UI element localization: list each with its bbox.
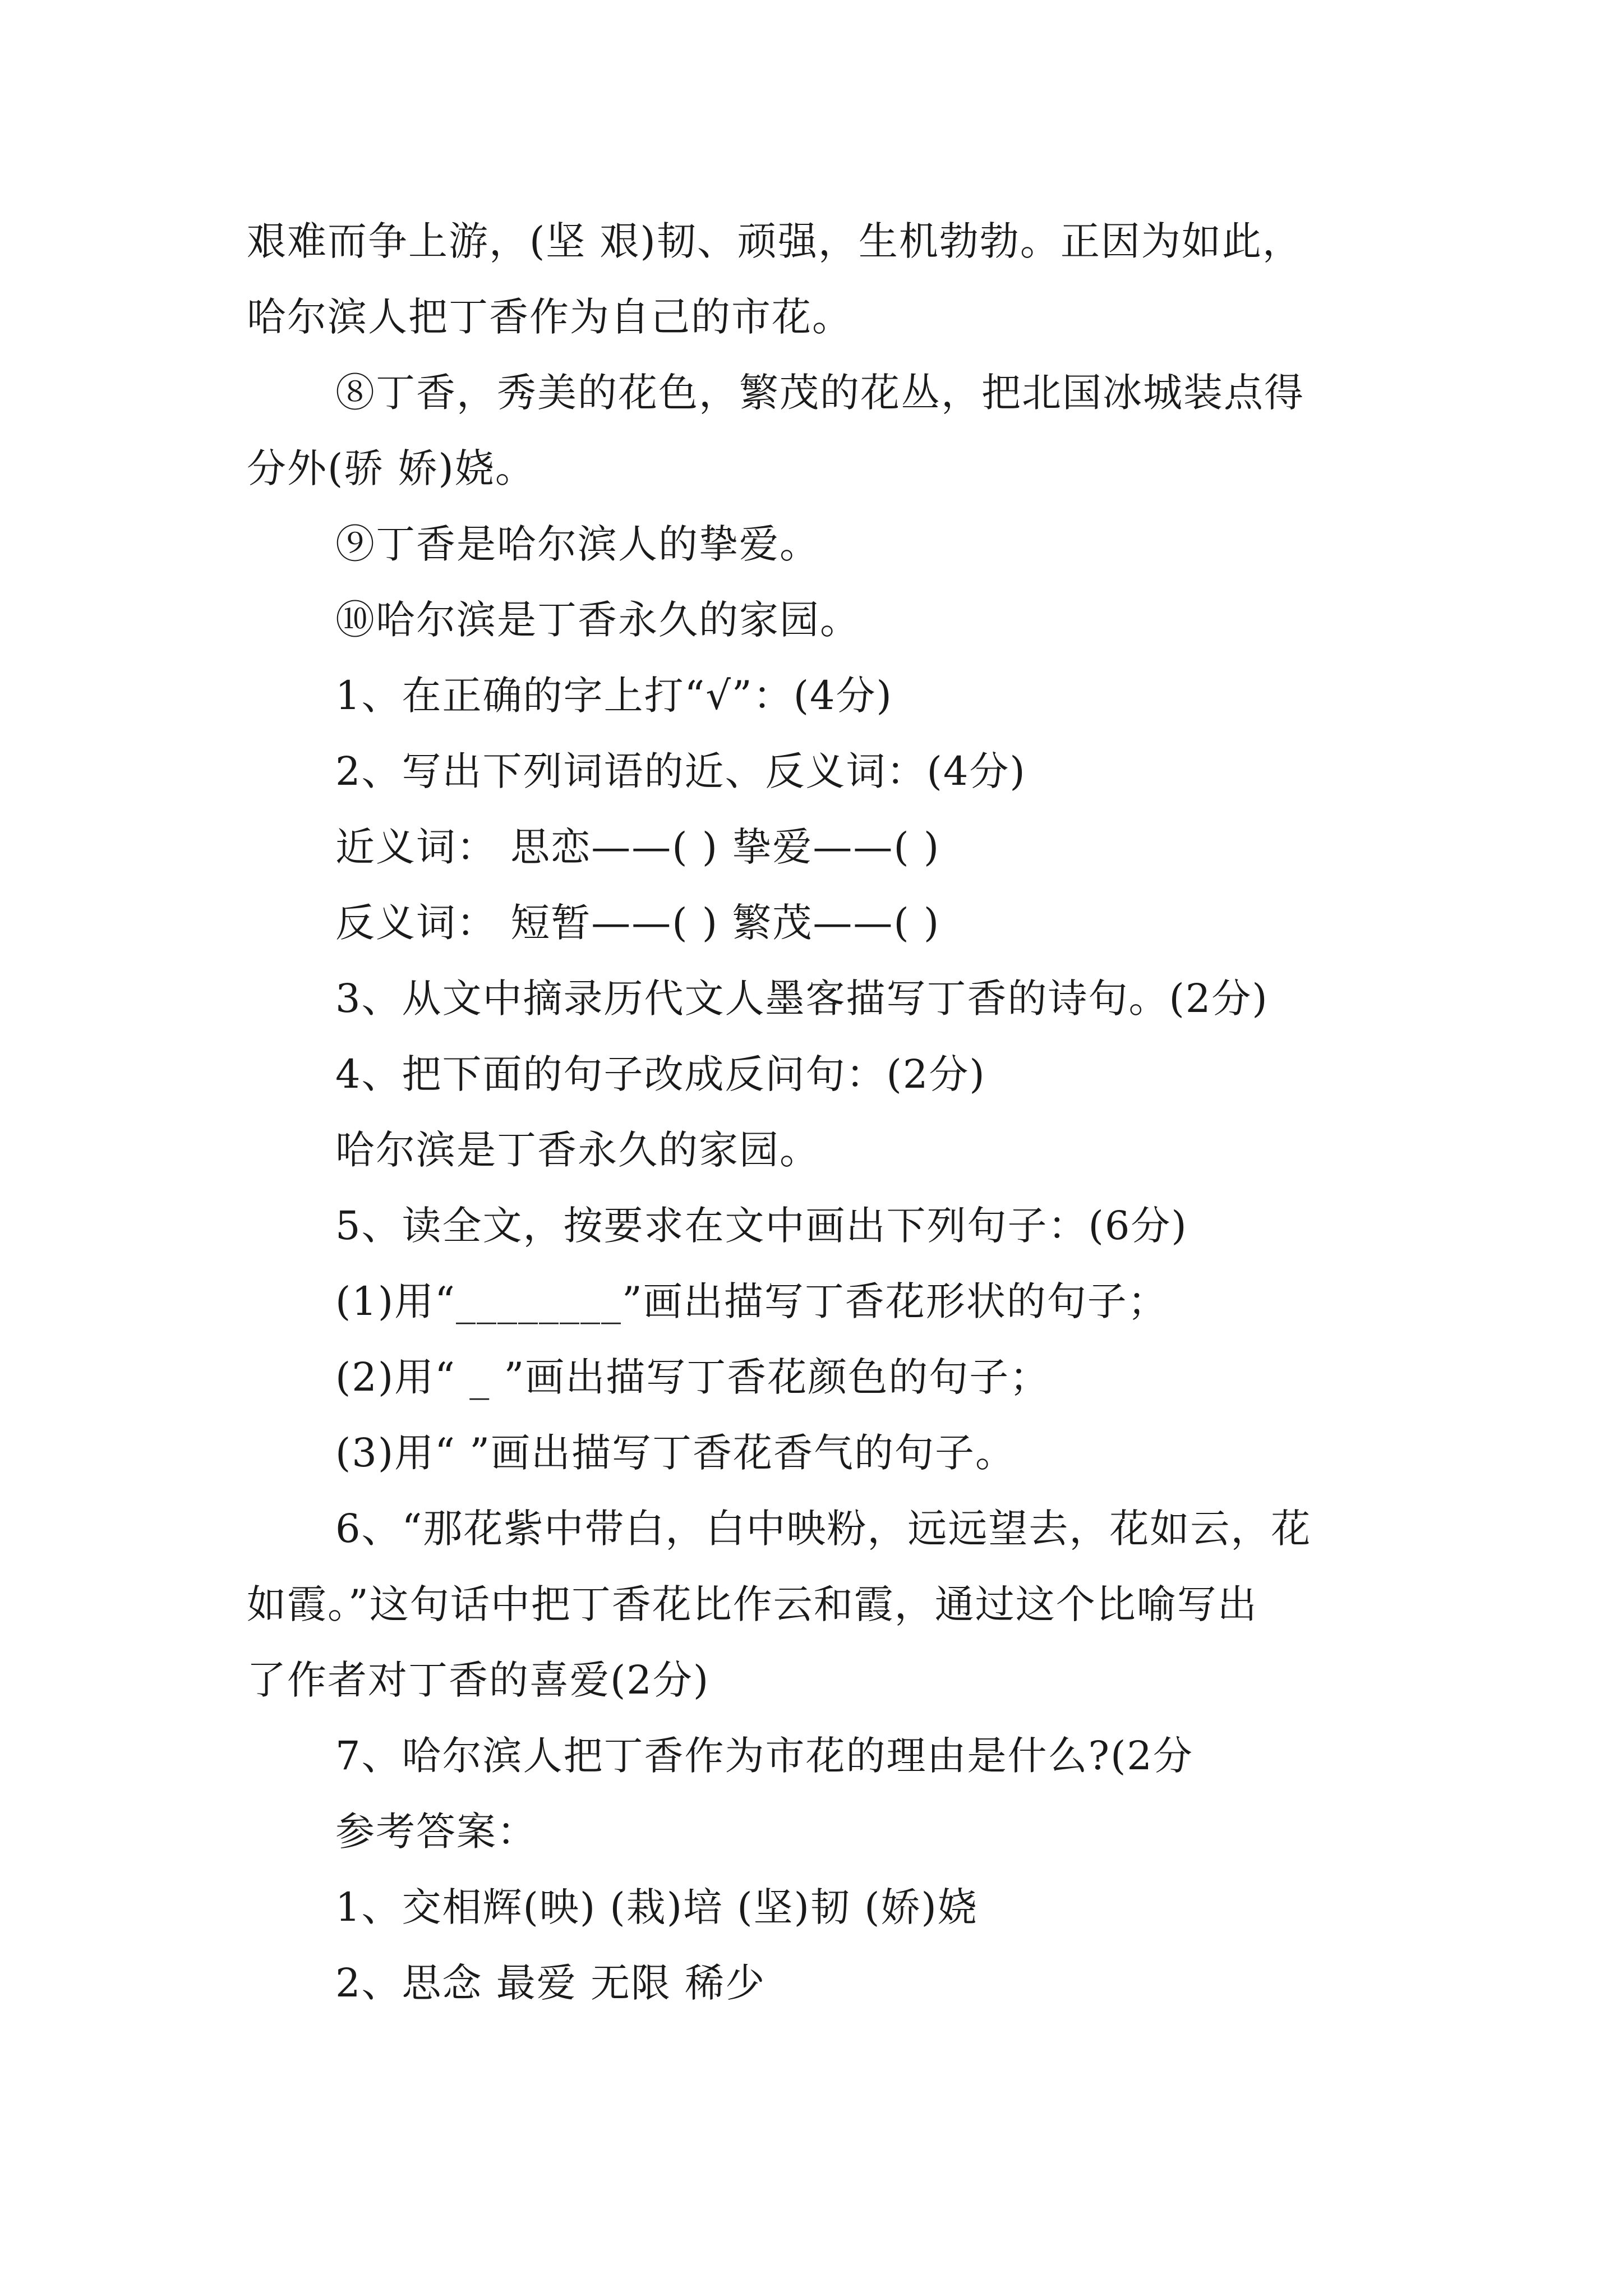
question-5: 5、读全文，按要求在文中画出下列句子：(6分) — [335, 1203, 1188, 1249]
antonym-line: 反义词： 短暂——( ) 繁茂——( ) — [335, 900, 940, 946]
question-3: 3、从文中摘录历代文人墨客描写丁香的诗句。(2分) — [335, 976, 1269, 1022]
paragraph-9: ⑨丁香是哈尔滨人的挚爱。 — [335, 521, 820, 567]
paragraph-7-end-line-1: 艰难而争上游，(坚 艰)韧、顽强，生机勃勃。正因为如此， — [247, 218, 1303, 264]
question-4: 4、把下面的句子改成反问句：(2分) — [335, 1051, 986, 1097]
question-2: 2、写出下列词语的近、反义词：(4分) — [335, 748, 1026, 794]
synonym-line: 近义词： 思恋——( ) 挚爱——( ) — [335, 824, 940, 870]
paragraph-8-line-2: 分外(骄 娇)娆。 — [247, 445, 536, 491]
paragraph-8-line-1: ⑧丁香，秀美的花色，繁茂的花丛，把北国冰城装点得 — [335, 370, 1304, 416]
answer-1: 1、交相辉(映) (栽)培 (坚)韧 (娇)娆 — [335, 1884, 978, 1930]
question-6-line-3: 了作者对丁香的喜爱(2分) — [247, 1657, 710, 1703]
paragraph-10: ⑩哈尔滨是丁香永久的家园。 — [335, 597, 860, 643]
question-1: 1、在正确的字上打“√”：(4分) — [335, 673, 893, 719]
answer-2: 2、思念 最爱 无限 稀少 — [335, 1960, 766, 2006]
question-4-sentence: 哈尔滨是丁香永久的家园。 — [335, 1127, 820, 1173]
question-5-item-2: (2)用“ _ ”画出描写丁香花颜色的句子； — [335, 1354, 1050, 1400]
paragraph-7-end-line-2: 哈尔滨人把丁香作为自己的市花。 — [247, 294, 852, 340]
question-6-line-1: 6、“那花紫中带白，白中映粉，远远望去，花如云，花 — [335, 1506, 1312, 1552]
question-5-item-3: (3)用“ ”画出描写丁香花香气的句子。 — [335, 1430, 1016, 1476]
question-7: 7、哈尔滨人把丁香作为市花的理由是什么?(2分 — [335, 1733, 1193, 1779]
answer-heading: 参考答案： — [335, 1809, 537, 1855]
question-5-item-1: (1)用“________”画出描写丁香花形状的句子； — [335, 1278, 1168, 1324]
question-6-line-2: 如霞。”这句话中把丁香花比作云和霞，通过这个比喻写出 — [247, 1581, 1258, 1627]
